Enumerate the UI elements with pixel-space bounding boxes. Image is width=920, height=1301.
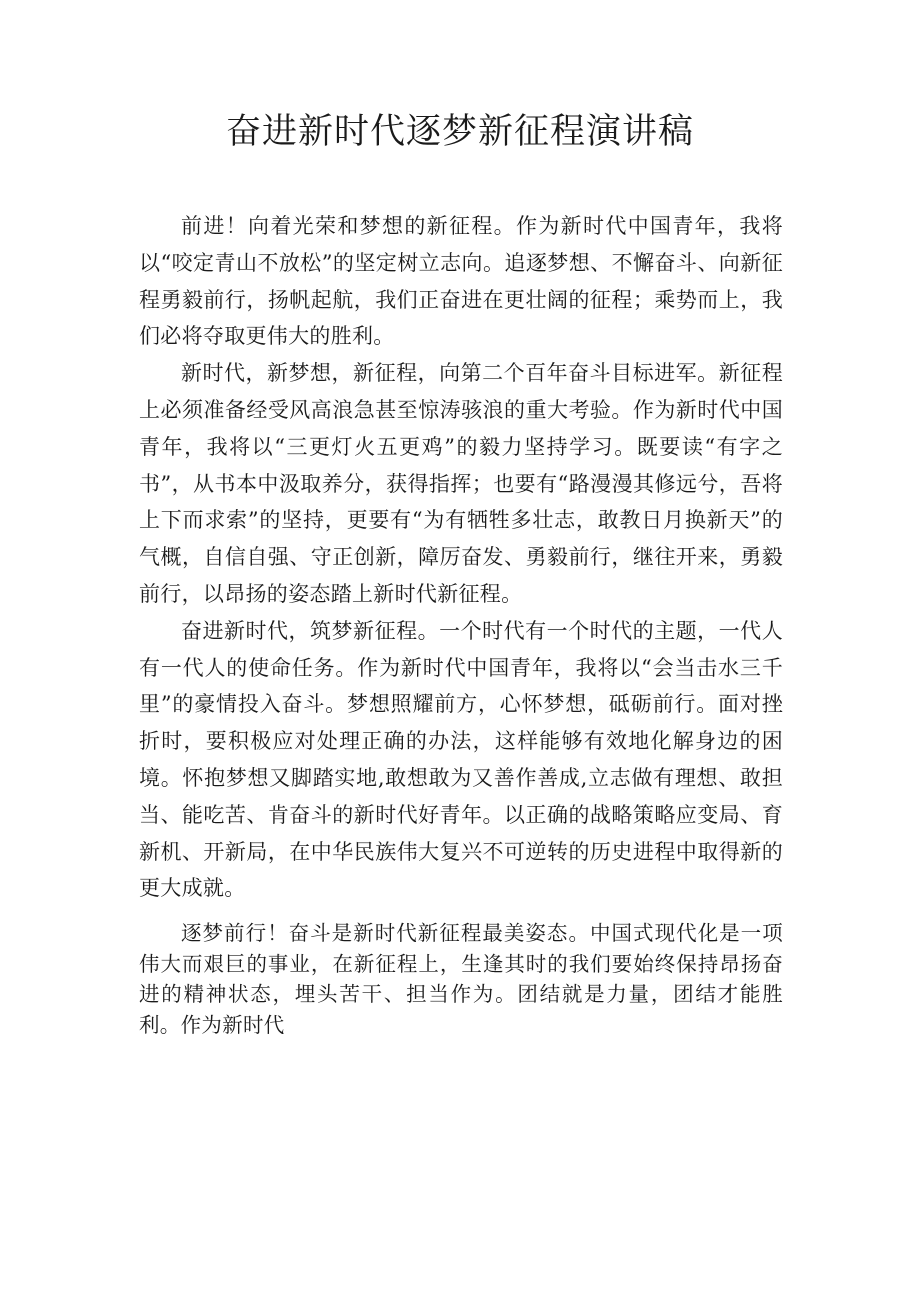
paragraph-1: 前进！向着光荣和梦想的新征程。作为新时代中国青年，我将以“咬定青山不放松”的坚定树立志向。追逐梦想、不懈奋斗、向新征程勇毅前行，扬帆起航，我们正奋进在更壮阔的征程；乘势而上，我们必将夺取更伟大的胜利。: [139, 214, 783, 349]
paragraph-3: 奋进新时代，筑梦新征程。一个时代有一个时代的主题，一代人有一代人的使命任务。作为新时代中国青年，我将以“会当击水三千里”的豪情投入奋斗。梦想照耀前方，心怀梦想，砥砺前行。面对挫折时，要积极应对处理正确的办法，这样能够有效地化解身边的困境。怀抱梦想又脚踏实地,敢想敢为又善作善成,立志做有理想、敢担当、能吃苦、肯奋斗的新时代好青年。以正确的战略策略应变局、育新机、开新局，在中华民族伟大复兴不可逆转的历史进程中取得新的更大成就。: [139, 618, 783, 901]
paragraph-4: 逐梦前行！奋斗是新时代新征程最美姿态。中国式现代化是一项伟大而艰巨的事业，在新征程上，生逢其时的我们要始终保持昂扬奋进的精神状态，埋头苦干、担当作为。团结就是力量，团结才能胜利。作为新时代: [139, 921, 783, 1037]
document-title: 奋进新时代逐梦新征程演讲稿: [225, 112, 694, 152]
paragraph-2: 新时代，新梦想，新征程，向第二个百年奋斗目标进军。新征程上必须准备经受风高浪急甚至惊涛骇浪的重大考验。作为新时代中国青年，我将以“三更灯火五更鸡”的毅力坚持学习。既要读“有字之书”，从书本中汲取养分，获得指挥；也要有“路漫漫其修远兮，吾将上下而求索”的坚持，更要有“为有牺牲多壮志，敢教日月换新天”的气概，自信自强、守正创新，障厉奋发、勇毅前行，继往开来，勇毅前行，以昂扬的姿态踏上新时代新征程。: [139, 361, 783, 606]
document-body: [139, 208, 783, 1040]
